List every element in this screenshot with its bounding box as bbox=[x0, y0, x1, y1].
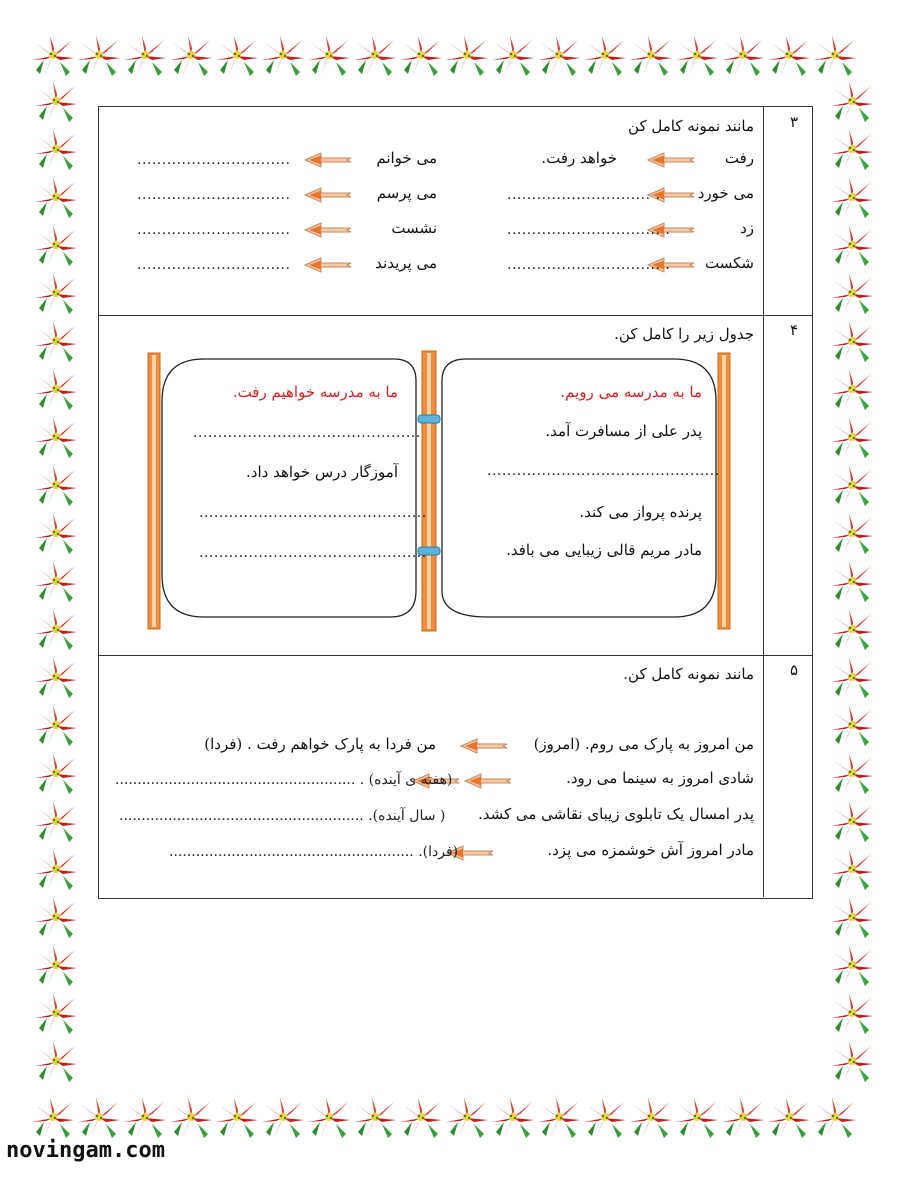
poinsettia-icon bbox=[628, 34, 674, 78]
poinsettia-icon bbox=[829, 224, 875, 268]
verb-word: شکست bbox=[705, 254, 754, 272]
poinsettia-icon bbox=[33, 320, 79, 364]
answer-blank: ............................... bbox=[137, 152, 291, 168]
poinsettia-icon bbox=[33, 416, 79, 460]
question-title: مانند نمونه کامل کن bbox=[628, 117, 754, 135]
poinsettia-icon bbox=[812, 34, 858, 78]
poinsettia-icon bbox=[829, 176, 875, 220]
poinsettia-icon bbox=[33, 704, 79, 748]
poinsettia-icon bbox=[33, 176, 79, 220]
answer-blank: ............................. . bbox=[507, 187, 661, 203]
arrow-icon bbox=[646, 151, 698, 169]
book-line: پرنده پرواز می کند. bbox=[579, 503, 702, 521]
poinsettia-icon bbox=[829, 416, 875, 460]
poinsettia-icon bbox=[33, 656, 79, 700]
poinsettia-icon bbox=[306, 1096, 352, 1140]
answer-blank: ............................... bbox=[137, 222, 291, 238]
poinsettia-icon bbox=[33, 560, 79, 604]
answer-blank: ............................... bbox=[137, 187, 291, 203]
poinsettia-icon bbox=[33, 464, 79, 508]
poinsettia-icon bbox=[352, 1096, 398, 1140]
poinsettia-icon bbox=[76, 1096, 122, 1140]
book-blank: .............................................. bbox=[199, 545, 427, 561]
site-watermark: novingam.com bbox=[6, 1138, 165, 1163]
poinsettia-icon bbox=[628, 1096, 674, 1140]
poinsettia-icon bbox=[260, 34, 306, 78]
answer-blank: ....................................................... .(سال آینده ) bbox=[119, 808, 446, 824]
poinsettia-icon bbox=[398, 34, 444, 78]
answer-blank: ............................... . bbox=[507, 257, 671, 273]
poinsettia-icon bbox=[490, 1096, 536, 1140]
poinsettia-icon bbox=[582, 1096, 628, 1140]
arrow-icon bbox=[463, 772, 515, 790]
poinsettia-icon bbox=[33, 608, 79, 652]
poinsettia-icon bbox=[260, 1096, 306, 1140]
answer-blank: ...................................................... . (هفته ی آینده) bbox=[115, 772, 453, 788]
example-heading: ما به مدرسه خواهیم رفت. bbox=[232, 383, 398, 401]
question-4-row bbox=[99, 315, 812, 656]
poinsettia-icon bbox=[766, 34, 812, 78]
question-number: ۳ bbox=[789, 113, 798, 131]
poinsettia-icon bbox=[829, 848, 875, 892]
poinsettia-icon bbox=[33, 224, 79, 268]
sentence: من امروز به پارک می روم. (امروز) bbox=[533, 735, 754, 753]
number-cell bbox=[763, 655, 812, 897]
poinsettia-icon bbox=[812, 1096, 858, 1140]
poinsettia-icon bbox=[33, 944, 79, 988]
poinsettia-icon bbox=[33, 992, 79, 1036]
poinsettia-icon bbox=[306, 34, 352, 78]
verb-word: رفت bbox=[724, 149, 754, 167]
poinsettia-icon bbox=[33, 1040, 79, 1084]
worksheet-table bbox=[98, 106, 813, 899]
question-number: ۴ bbox=[789, 321, 798, 339]
poinsettia-icon bbox=[829, 752, 875, 796]
poinsettia-icon bbox=[30, 34, 76, 78]
question-title: جدول زیر را کامل کن. bbox=[614, 325, 754, 343]
poinsettia-icon bbox=[33, 800, 79, 844]
poinsettia-icon bbox=[33, 512, 79, 556]
poinsettia-icon bbox=[829, 368, 875, 412]
poinsettia-icon bbox=[829, 512, 875, 556]
book-blank: ............................................... bbox=[487, 463, 720, 479]
number-cell bbox=[763, 107, 812, 315]
poinsettia-icon bbox=[536, 34, 582, 78]
poinsettia-icon bbox=[829, 944, 875, 988]
poinsettia-icon bbox=[766, 1096, 812, 1140]
book-line: پدر علی از مسافرت آمد. bbox=[545, 422, 702, 440]
poinsettia-icon bbox=[33, 80, 79, 124]
poinsettia-icon bbox=[829, 320, 875, 364]
poinsettia-icon bbox=[444, 34, 490, 78]
poinsettia-icon bbox=[829, 992, 875, 1036]
poinsettia-icon bbox=[829, 272, 875, 316]
poinsettia-icon bbox=[674, 34, 720, 78]
poinsettia-icon bbox=[829, 128, 875, 172]
poinsettia-icon bbox=[168, 34, 214, 78]
answer-blank: ....................................................... .(فردا) bbox=[169, 844, 459, 860]
poinsettia-icon bbox=[490, 34, 536, 78]
poinsettia-icon bbox=[76, 34, 122, 78]
poinsettia-icon bbox=[33, 752, 79, 796]
poinsettia-icon bbox=[674, 1096, 720, 1140]
question-title: مانند نمونه کامل کن. bbox=[623, 665, 754, 683]
flower-border-right bbox=[826, 80, 878, 1094]
poinsettia-icon bbox=[33, 896, 79, 940]
arrow-icon bbox=[303, 256, 355, 274]
poinsettia-icon bbox=[720, 1096, 766, 1140]
poinsettia-icon bbox=[398, 1096, 444, 1140]
verb-word: می پرسم bbox=[376, 184, 437, 202]
number-cell bbox=[763, 315, 812, 655]
verb-word: می پریدند bbox=[375, 254, 437, 272]
poinsettia-icon bbox=[33, 848, 79, 892]
sentence: مادر امروز آش خوشمزه می پزد. bbox=[547, 841, 754, 859]
book-line: آموزگار درس خواهد داد. bbox=[246, 463, 398, 481]
flower-border-bottom bbox=[30, 1092, 880, 1144]
question-number: ۵ bbox=[789, 661, 798, 679]
example-heading: ما به مدرسه می رویم. bbox=[560, 383, 702, 401]
poinsettia-icon bbox=[536, 1096, 582, 1140]
verb-word: می خوانم bbox=[376, 149, 437, 167]
poinsettia-icon bbox=[214, 34, 260, 78]
flower-border-top bbox=[30, 30, 880, 82]
verb-word: زد bbox=[740, 219, 754, 237]
verb-word: نشست bbox=[391, 219, 437, 237]
arrow-icon bbox=[459, 737, 511, 755]
poinsettia-icon bbox=[352, 34, 398, 78]
question-3-row bbox=[99, 107, 812, 316]
poinsettia-icon bbox=[122, 1096, 168, 1140]
poinsettia-icon bbox=[829, 608, 875, 652]
poinsettia-icon bbox=[33, 272, 79, 316]
arrow-icon bbox=[303, 186, 355, 204]
sentence: پدر امسال یک تابلوی زیبای نقاشی می کشد. bbox=[477, 805, 754, 823]
answer-blank: ............................... bbox=[137, 257, 291, 273]
book-line: مادر مریم قالی زیبایی می بافد. bbox=[506, 541, 702, 559]
verb-word: می خورد bbox=[697, 184, 754, 202]
poinsettia-icon bbox=[444, 1096, 490, 1140]
poinsettia-icon bbox=[829, 560, 875, 604]
sentence: شادی امروز به سینما می رود. bbox=[566, 769, 754, 787]
answer-blank: ............................... . bbox=[507, 222, 671, 238]
poinsettia-icon bbox=[829, 704, 875, 748]
poinsettia-icon bbox=[168, 1096, 214, 1140]
poinsettia-icon bbox=[214, 1096, 260, 1140]
poinsettia-icon bbox=[829, 896, 875, 940]
poinsettia-icon bbox=[829, 800, 875, 844]
poinsettia-icon bbox=[829, 656, 875, 700]
answer-text: خواهد رفت. bbox=[541, 149, 617, 167]
arrow-icon bbox=[303, 151, 355, 169]
poinsettia-icon bbox=[829, 1040, 875, 1084]
answer-text: من فردا به پارک خواهم رفت . (فردا) bbox=[204, 735, 436, 753]
poinsettia-icon bbox=[582, 34, 628, 78]
flower-border-left bbox=[30, 80, 82, 1094]
book-blank: .............................................. bbox=[199, 505, 427, 521]
poinsettia-icon bbox=[829, 80, 875, 124]
book-blank: .............................................. bbox=[193, 425, 421, 441]
question-5-row bbox=[99, 655, 812, 897]
arrow-icon bbox=[303, 221, 355, 239]
poinsettia-icon bbox=[829, 464, 875, 508]
poinsettia-icon bbox=[33, 128, 79, 172]
poinsettia-icon bbox=[720, 34, 766, 78]
poinsettia-icon bbox=[33, 368, 79, 412]
poinsettia-icon bbox=[30, 1096, 76, 1140]
poinsettia-icon bbox=[122, 34, 168, 78]
